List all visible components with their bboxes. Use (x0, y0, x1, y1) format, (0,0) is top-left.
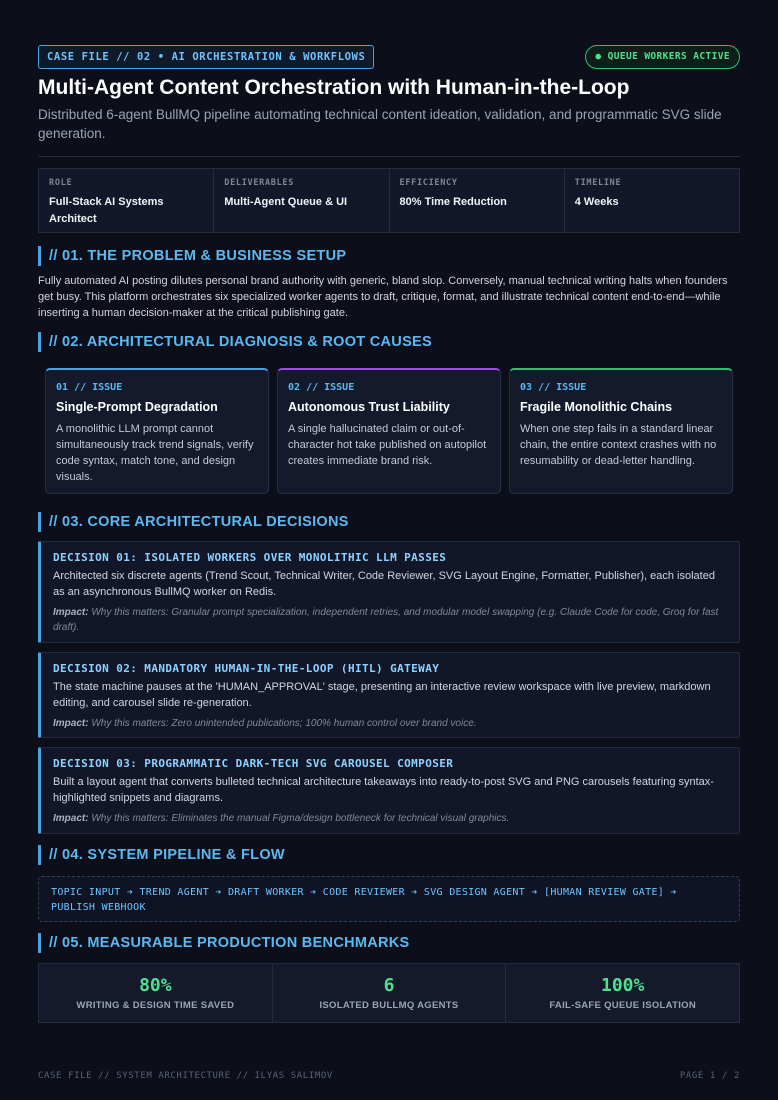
issue-card (277, 368, 501, 494)
decision-body: Architected six discrete agents (Trend Scout, Technical Writer, Code Reviewer, SVG Layout Engine, Formatter, Publisher), each isolated as an asynchronous BullMQ worker on Redis. (53, 570, 715, 598)
meta-label: TIMELINE (574, 178, 622, 188)
footer-left: CASE FILE // SYSTEM ARCHITECTURE // ILYAS SALIMOV (38, 1071, 333, 1081)
decision-title: DECISION 02: MANDATORY HUMAN-IN-THE-LOOP (HITL) GATEWAY (53, 662, 440, 675)
section-heading-pipeline: // 04. SYSTEM PIPELINE & FLOW (38, 845, 740, 865)
benchmark-value: 100% (601, 975, 645, 996)
decision-body: Built a layout agent that converts bulleted technical architecture takeaways into ready-to-post SVG and PNG carousels featuring syntax-highlighted snippets and diagrams. (53, 776, 714, 804)
issue-body: A monolithic LLM prompt cannot simultaneously track trend signals, verify code syntax, match tone, and design visuals. (56, 423, 254, 483)
benchmark-value: 6 (383, 975, 395, 996)
impact-text: Why this matters: Zero unintended publications; 100% human control over brand voice. (91, 718, 477, 729)
impact-label: Impact: (53, 718, 89, 729)
header-row (38, 45, 740, 69)
page-number: PAGE 1 / 2 (679, 1071, 740, 1081)
decision-impact (53, 605, 727, 635)
issue-card (45, 368, 269, 494)
impact-text: Why this matters: Granular prompt specialization, independent retries, and modular model swapping (e.g. Claude Code for code, Groq for fast draft). (53, 607, 719, 633)
decision-title: DECISION 01: ISOLATED WORKERS OVER MONOLITHIC LLM PASSES (53, 551, 447, 564)
impact-text: Why this matters: Eliminates the manual Figma/design bottleneck for technical visual graphics. (91, 813, 510, 824)
issue-tag: 03 // ISSUE (520, 382, 587, 393)
page-footer (38, 1071, 740, 1081)
problem-paragraph: Fully automated AI posting dilutes personal brand authority with generic, bland slop. Conversely, manual technical writing halts when founders get busy. This platform orchestrates six specialized worker agents to draft, critique, format, and illustrate technical content end-to-end—while inserting a human decision-maker at the critical publishing gate. (38, 275, 728, 319)
section-heading-decisions: // 03. CORE ARCHITECTURAL DECISIONS (38, 512, 740, 532)
meta-value: Full-Stack AI Systems Architect (49, 196, 164, 225)
section-heading-benchmarks: // 05. MEASURABLE PRODUCTION BENCHMARKS (38, 933, 740, 953)
benchmark-isolation (506, 964, 739, 1022)
meta-value: 4 Weeks (574, 196, 619, 208)
issue-cards (45, 368, 740, 494)
issue-title: Fragile Monolithic Chains (520, 400, 673, 414)
decision-card (38, 747, 740, 834)
benchmark-value: 80% (139, 975, 172, 996)
case-file-tag: CASE FILE // 02 • AI ORCHESTRATION & WORKFLOWS (38, 45, 374, 69)
meta-timeline (565, 169, 739, 232)
section-heading-diagnosis: // 02. ARCHITECTURAL DIAGNOSIS & ROOT CAUSES (38, 332, 740, 352)
meta-label: EFFICIENCY (399, 178, 458, 188)
divider (38, 156, 740, 157)
benchmark-time-saved (39, 964, 273, 1022)
page-title: Multi-Agent Content Orchestration with Human-in-the-Loop (38, 76, 630, 99)
benchmark-label: ISOLATED BULLMQ AGENTS (319, 1000, 459, 1011)
impact-label: Impact: (53, 607, 89, 618)
issue-title: Single-Prompt Degradation (56, 400, 218, 414)
meta-role (39, 169, 214, 232)
meta-label: ROLE (49, 178, 73, 188)
decision-card (38, 652, 740, 738)
benchmark-agents (273, 964, 507, 1022)
impact-label: Impact: (53, 813, 89, 824)
benchmarks (38, 963, 740, 1023)
section-heading-problem: // 01. THE PROBLEM & BUSINESS SETUP (38, 246, 740, 266)
issue-tag: 02 // ISSUE (288, 382, 355, 393)
issue-body: A single hallucinated claim or out-of-character hot take published on autopilot creates immediate brand risk. (288, 423, 487, 467)
decision-impact (53, 811, 727, 826)
meta-efficiency (390, 169, 565, 232)
meta-label: DELIVERABLES (224, 178, 295, 188)
issue-tag: 01 // ISSUE (56, 382, 123, 393)
status-badge: ● QUEUE WORKERS ACTIVE (585, 45, 740, 69)
benchmark-label: WRITING & DESIGN TIME SAVED (76, 1000, 235, 1011)
issue-card (509, 368, 733, 494)
issue-body: When one step fails in a standard linear chain, the entire context crashes with no resumability or dead-letter handling. (520, 423, 717, 467)
issue-title: Autonomous Trust Liability (288, 400, 450, 414)
benchmark-label: FAIL-SAFE QUEUE ISOLATION (549, 1000, 697, 1011)
decision-body: The state machine pauses at the 'HUMAN_APPROVAL' stage, presenting an interactive review workspace with live preview, markdown editing, and carousel slide re-generation. (53, 681, 711, 709)
meta-value: Multi-Agent Queue & UI (224, 196, 348, 208)
decision-card (38, 541, 740, 643)
pipeline-flow: TOPIC INPUT ➔ TREND AGENT ➔ DRAFT WORKER ➔ CODE REVIEWER ➔ SVG DESIGN AGENT ➔ [HUMAN REVIEW GATE] ➔ PUBLISH WEBHOOK (38, 876, 740, 922)
meta-grid (38, 168, 740, 233)
meta-deliverables (214, 169, 389, 232)
decision-impact (53, 716, 727, 731)
decision-title: DECISION 03: PROGRAMMATIC DARK-TECH SVG CAROUSEL COMPOSER (53, 757, 454, 770)
page-subtitle: Distributed 6-agent BullMQ pipeline automating technical content ideation, validation, and programmatic SVG slide generation. (38, 107, 722, 141)
meta-value: 80% Time Reduction (399, 196, 507, 208)
